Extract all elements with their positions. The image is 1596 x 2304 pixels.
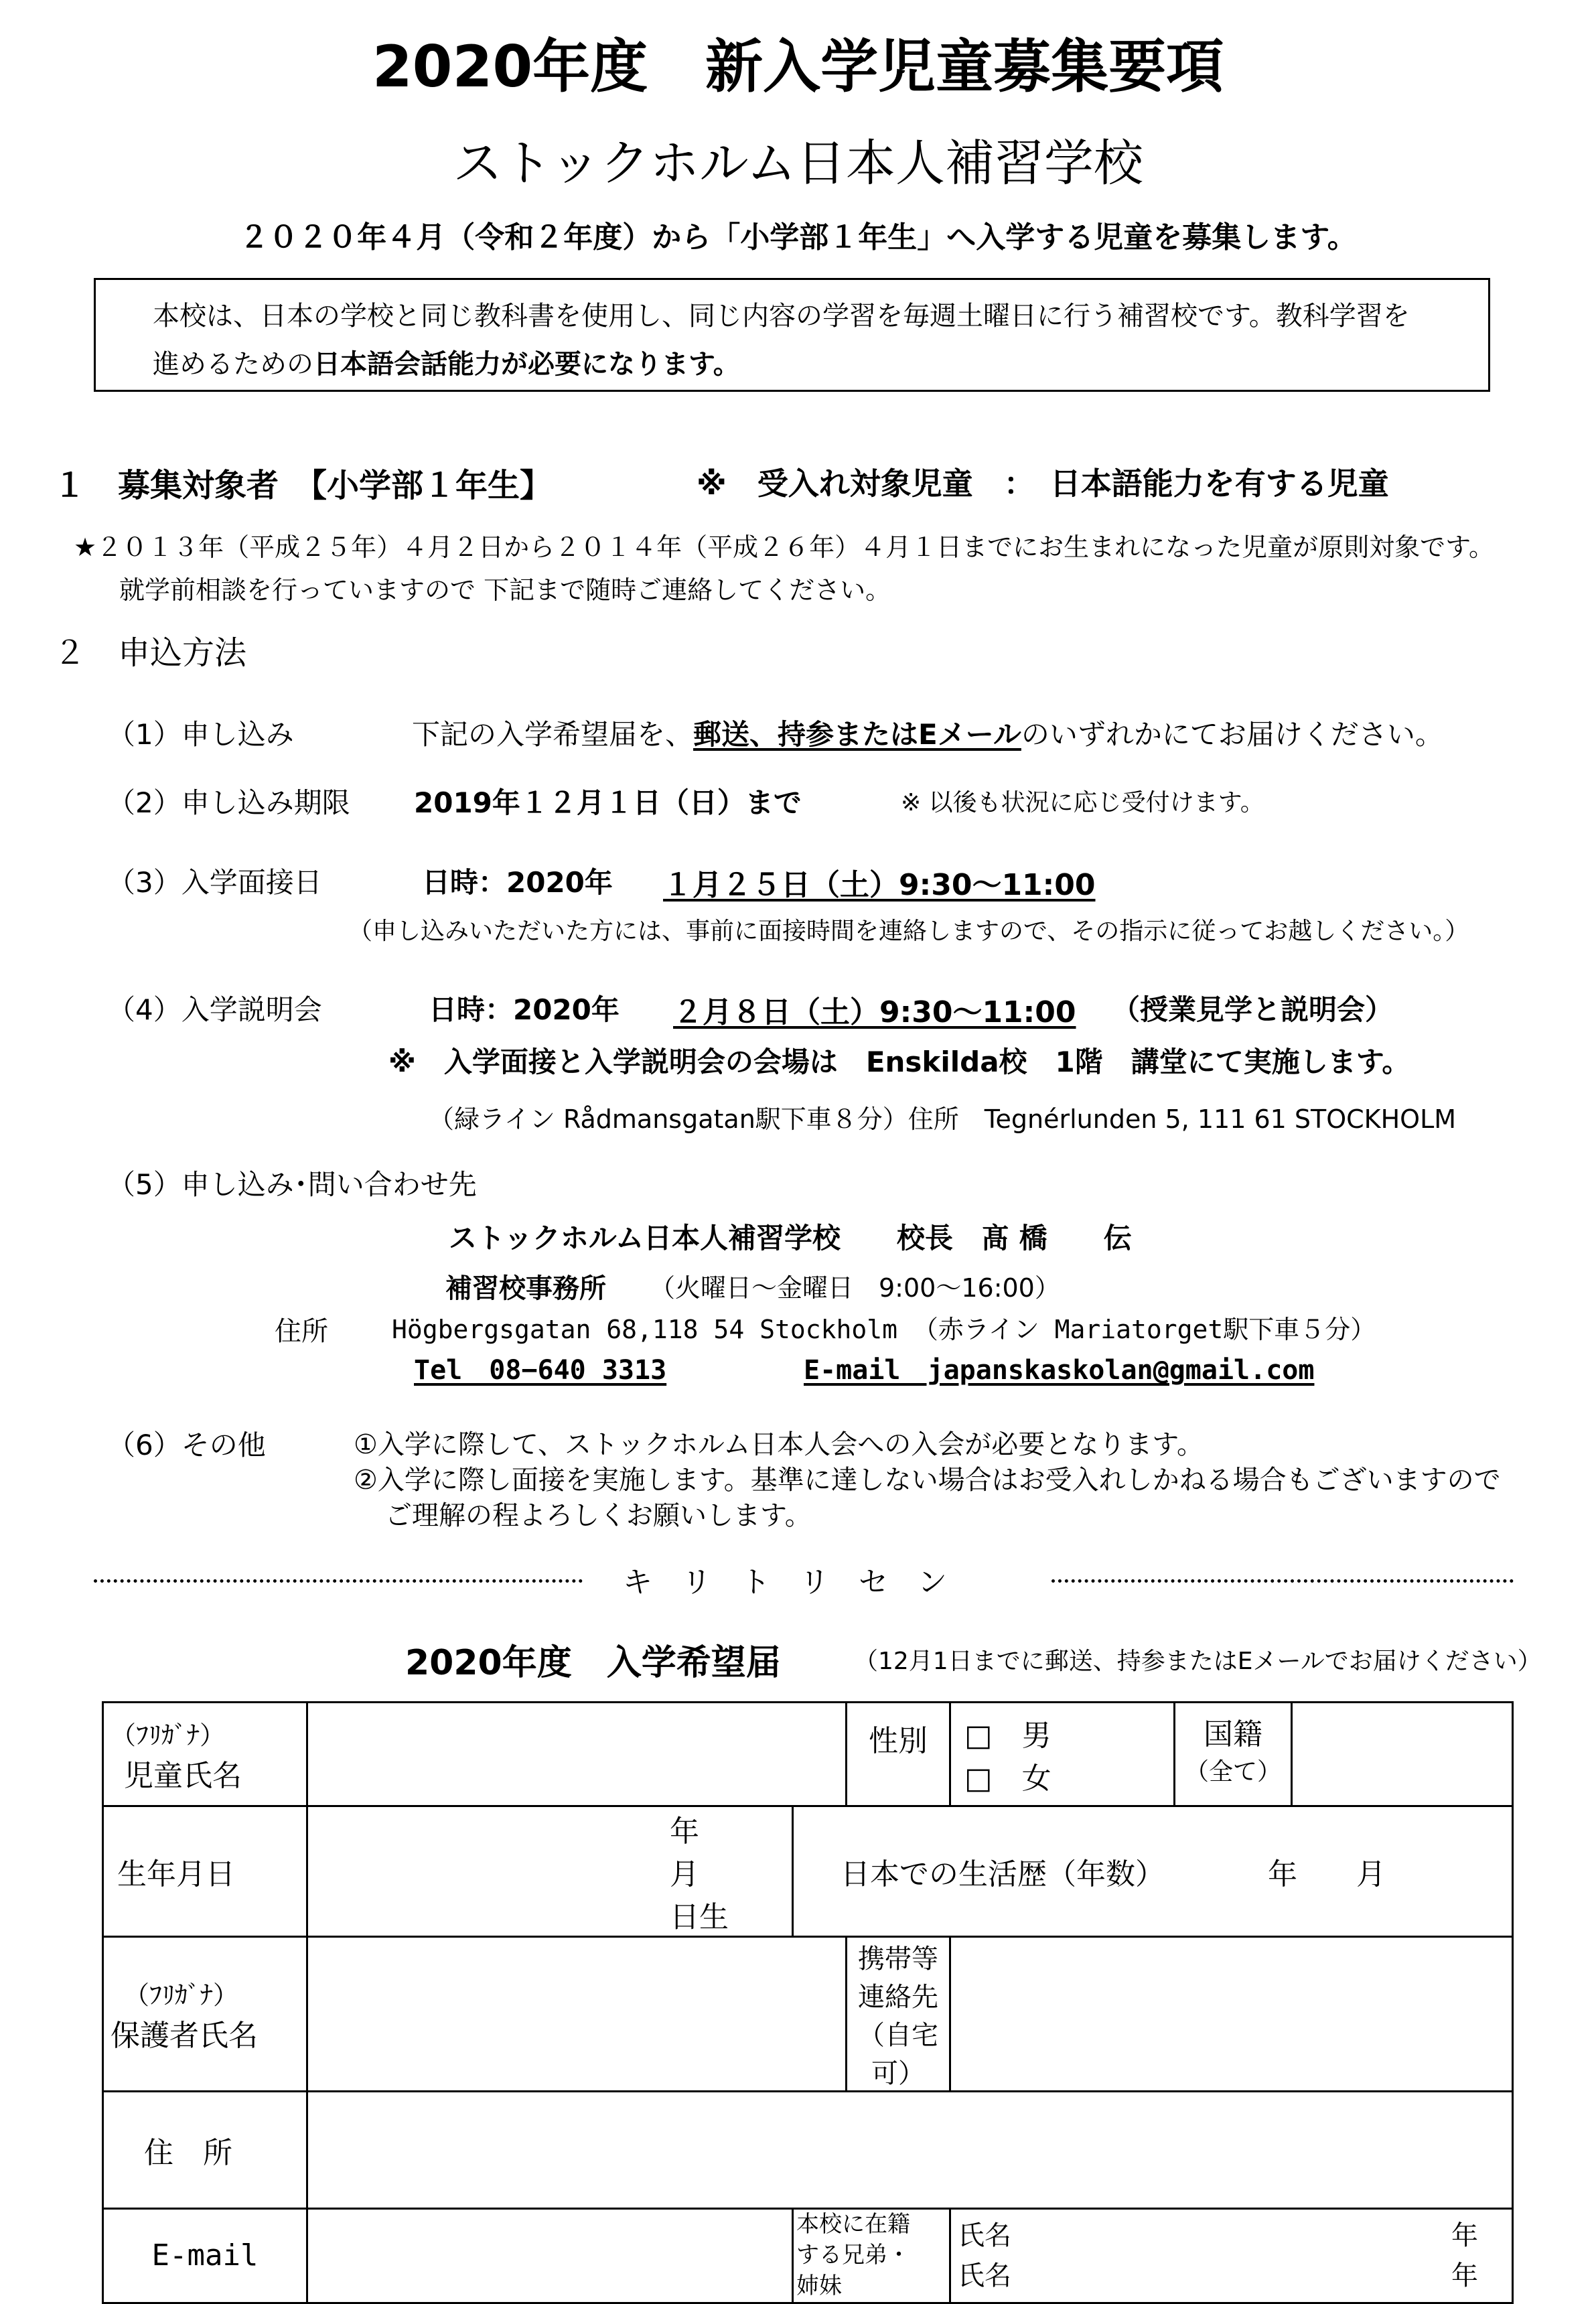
item1-emph: 郵送、持参またはEメール [693, 718, 1021, 751]
item3-prefix: 日時：2020年 [422, 866, 613, 899]
item4-label: （4）入学説明会 [107, 993, 322, 1026]
birthdate-label-cell [103, 1806, 307, 1937]
sibling-label-3: 姉妹 [796, 2272, 842, 2299]
gender-options-cell [950, 1703, 1175, 1806]
notice-line2-bold: 日本語会話能力が必要になります。 [313, 349, 740, 380]
item1-post: のいずれかにてお届けください。 [1021, 718, 1443, 751]
item6-line3: ご理解の程よろしくお願いします。 [385, 1500, 812, 1531]
birthdate-label: 生年月日 [117, 1857, 235, 1891]
sibling-year-label-2: 年 [1451, 2260, 1479, 2291]
item1-text [412, 713, 1443, 753]
item4-venue: ※ 入学面接と入学説明会の会場は Enskilda校 1階 講堂にて実施します。 [388, 1046, 1410, 1078]
item3-note: （申し込みいただいた方には、事前に面接時間を連絡しますので、その指示に従ってお越しください。） [348, 918, 1469, 945]
page-title: 2020年度 新入学児童募集要項 [372, 33, 1224, 100]
guardian-name-input[interactable] [307, 1937, 847, 2092]
nationality-input[interactable] [1292, 1703, 1513, 1806]
item5-email: E-mail japanskaskolan@gmail.com [804, 1355, 1315, 1386]
section2-heading: ２ 申込方法 [54, 634, 247, 672]
gender-label: 性別 [869, 1724, 928, 1758]
item3-date: １月２５日（土）9:30〜11:00 [663, 868, 1096, 902]
sibling-input[interactable] [950, 2209, 1513, 2303]
sibling-label-cell [793, 2209, 950, 2303]
japan-history-cell[interactable] [793, 1806, 1513, 1937]
item5-office-hours: （火曜日〜金曜日 9:00〜16:00） [650, 1273, 1060, 1303]
address-label-cell [103, 2092, 307, 2209]
cut-line-right [1051, 1579, 1514, 1583]
guardian-furigana-label: （ﾌﾘｶﾞﾅ） [124, 1980, 239, 2010]
section1-note: ※ 受入れ対象児童 ： 日本語能力を有する児童 [697, 465, 1389, 502]
school-name: ストックホルム日本人補習学校 [453, 135, 1143, 192]
item5-address: Högbergsgatan 68,118 54 Stockholm （赤ライン Mariatorget駅下車５分） [392, 1315, 1376, 1344]
contact-label-2: 連絡先 [858, 1982, 938, 2013]
section1-consult: 就学前相談を行っていますので 下記まで随時ご連絡してください。 [119, 575, 891, 605]
sibling-row-1 [958, 2216, 1505, 2256]
guardian-name-label: 保護者氏名 [111, 2018, 258, 2053]
birthdate-input[interactable] [307, 1806, 793, 1937]
birthdate-fill: 年 月 日生 [670, 1814, 758, 1934]
item4-suffix: （授業見学と説明会） [1112, 993, 1394, 1026]
item5-office: 補習校事務所 [445, 1273, 606, 1304]
japan-history-label: 日本での生活歴（年数） [841, 1857, 1165, 1891]
item1-label: （1）申し込み [107, 718, 294, 751]
notice-line1: 本校は、日本の学校と同じ教科書を使用し、同じ内容の学習を毎週土曜日に行う補習校です。教科学習を [153, 301, 1410, 332]
sibling-name-label-1: 氏名 [958, 2220, 1011, 2251]
gender-label-cell [847, 1703, 950, 1806]
item6-label: （6）その他 [107, 1429, 266, 1461]
contact-label-cell [847, 1937, 950, 2092]
item5-tel: Tel 08−640 3313 [414, 1355, 667, 1386]
address-input[interactable] [307, 2092, 1513, 2209]
child-name-label: 児童氏名 [124, 1758, 242, 1793]
cut-line-left [94, 1579, 583, 1583]
item2-label: （2）申し込み期限 [107, 786, 350, 819]
item3-label: （3）入学面接日 [107, 866, 322, 899]
section1-eligibility: ★２０１３年（平成２５年）４月２日から２０１４年（平成２６年）４月１日までにお生まれになった児童が原則対象です。 [74, 532, 1495, 562]
contact-input[interactable] [950, 1937, 1513, 2092]
nationality-label: 国籍 [1204, 1717, 1263, 1751]
notice-line2-pre: 進めるための [153, 349, 313, 380]
item6-line2: ②入学に際し面接を実施します。基準に達しない場合はお受入れしかねる場合もございますので [354, 1465, 1501, 1496]
form-title: 2020年度 入学希望届 [405, 1643, 781, 1683]
sibling-name-label-2: 氏名 [958, 2260, 1011, 2291]
item5-school: ストックホルム日本人補習学校 校長 髙 橋 伝 [449, 1222, 1132, 1254]
cut-line-label: キ リ ト リ セ ン [623, 1565, 947, 1599]
item6-line1: ①入学に際して、ストックホルム日本人会への入会が必要となります。 [354, 1429, 1204, 1460]
gender-female-checkbox[interactable]: □ 女 [964, 1761, 1051, 1796]
item4-prefix: 日時：2020年 [429, 993, 620, 1026]
application-form [102, 1701, 1514, 2304]
sibling-label-2: する兄弟・ [796, 2241, 910, 2269]
notice-line2 [153, 343, 740, 381]
nationality-label-cell [1175, 1703, 1292, 1806]
item5-label: （5）申し込み･問い合わせ先 [107, 1168, 477, 1201]
email-label: E-mail [151, 2238, 259, 2273]
item1-pre: 下記の入学希望届を、 [412, 718, 694, 751]
item4-access: （緑ライン Rådmansgatan駅下車８分）住所 Tegnérlunden 5, 111 61 STOCKHOLM [429, 1104, 1457, 1134]
child-name-input[interactable] [307, 1703, 847, 1806]
contact-label-3: （自宅可） [858, 2020, 938, 2089]
section1-heading: １ 募集対象者 【小学部１年生】 [54, 467, 553, 504]
address-label: 住 所 [144, 2136, 232, 2170]
item4-date: ２月８日（土）9:30〜11:00 [673, 995, 1076, 1029]
sibling-row-2 [958, 2256, 1505, 2296]
nationality-note: （全て） [1185, 1758, 1282, 1786]
child-furigana-label: （ﾌﾘｶﾞﾅ） [111, 1720, 226, 1750]
form-title-note: （12月1日までに郵送、持参またはEメールでお届けください） [854, 1648, 1542, 1675]
sibling-label-1: 本校に在籍 [796, 2211, 910, 2238]
item5-address-label: 住所 [275, 1316, 328, 1347]
gender-male-checkbox[interactable]: □ 男 [964, 1719, 1051, 1753]
guardian-name-label-cell [103, 1937, 307, 2092]
sibling-year-label-1: 年 [1451, 2220, 1479, 2251]
email-input[interactable] [307, 2209, 793, 2303]
email-label-cell [103, 2209, 307, 2303]
child-name-label-cell [103, 1703, 307, 1806]
lead-text: ２０２０年４月（令和２年度）から「小学部１年生」へ入学する児童を募集します。 [239, 220, 1357, 255]
item2-note: ※ 以後も状況に応じ受付けます。 [901, 789, 1264, 816]
item2-date: 2019年１２月１日（日）まで [414, 786, 802, 819]
japan-history-fill: 年 月 [1268, 1857, 1386, 1891]
contact-label-1: 携帯等 [858, 1944, 938, 1974]
